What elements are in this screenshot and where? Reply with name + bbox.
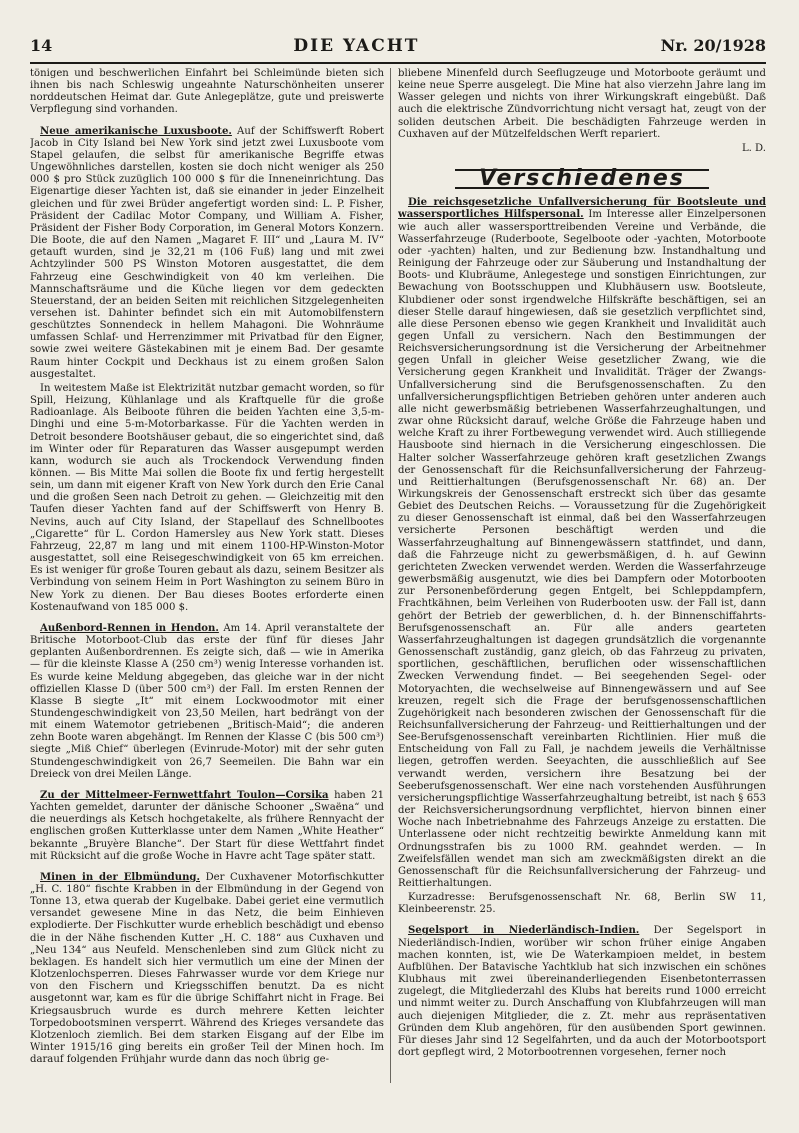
continuation-paragraph: bliebene Minenfeld durch Seeflugzeuge und Motorboote geräumt und keine neue Sperre ausgelegt. Die Mine hat also vierzehn Jahre lang im Wasser gelegen und nichts von ihrer Wirkungskraft eingebüßt. Daß auch die elektrische Zündvorrichtung nicht versagt hat, zeugt von der soliden deutschen Arbeit. Die beschädigten Fahrzeuge werden in Cuxhaven auf der Mützelfeldschen Werft repariert. — [398, 68, 766, 140]
article-body: Am 14. April veranstaltete der Britische Motorboot-Club das erste der fünf für dieses Jahr geplanten Außenbordrennen. Es zeigte sich, daß — wie in Amerika — für die kleinste Klasse A (250 cm³) wenig Interesse vorhanden ist. Es wurde keine Meldung abgegeben, das gleiche war in der nicht offiziellen Klasse D (über 500 cm³) der Fall. Im ersten Rennen der Klasse B siegte „It“ mit einem Lockwoodmotor mit einer Stundengeschwindigkeit von 23,50 Meilen, hart bedrängt von der mit einem Watemotor getriebenen „Britisch-Maid“; die anderen zehn Boote waren abgehängt. Im Rennen der Klasse C (bis 500 cm³) siegte „Miß Chief“ überlegen (Evinrude-Motor) mit der sehr guten Stundengeschwindigkeit von 26,7 Seemeilen. Die Bahn war ein Dreieck von drei Meilen Länge. — [30, 622, 384, 780]
article-heading: Die reichsgesetzliche Unfallversicherung für Bootsleute und wassersportliches Hilfspersonal. — [398, 197, 766, 221]
article-niederlaendisch-indien — [398, 925, 766, 1059]
article-heading: Segelsport in Niederländisch-Indien. — [408, 925, 640, 937]
article-body: Im Interesse aller Einzelpersonen wie auch aller wassersporttreibenden Vereine und Verbände, die Wasserfahrzeuge (Ruderboote, Segelboote oder -yachten, Motorboote oder -yachten) halten, und zur Bedienung bzw. Instandhaltung und Reinigung der Fahrzeuge oder zur Säuberung und Instandhaltung der Boots- und Klubräume, Anlegestege und sonstigen Einrichtungen, zur Bewachung von Bootsschuppen und Klubhäusern usw. Bootsleute, Klubdiener oder sonst irgendwelche Hilfskräfte beschäftigen, sei an dieser Stelle darauf hingewiesen, daß sie gesetzlich verpflichtet sind, alle diese Personen ebenso wie gegen Krankheit und Invalidität auch gegen Unfall zu versichern. Nach den Bestimmungen der Reichsversicherungsordnung ist die Versicherung der Arbeitnehmer gegen Unfall in gleicher Weise gesetzlicher Zwang, wie die Versicherung gegen Krankheit und Invalidität. Träger der Zwangs-Unfallversicherung sind die Berufsgenossenschaften. Zu den unfallversicherungspflichtigen Betrieben gehören unter anderen auch alle nicht gewerbsmäßig betriebenen Wasserfahrzeughaltungen, und zwar ohne Rücksicht darauf, welche Größe die Fahrzeuge haben und welche Kraft zu ihrer Fortbewegung verwendet wird. Auch stilliegende Hausboote sind hiernach in die Versicherung eingeschlossen. Die Halter solcher Wasserfahrzeuge gehören kraft gesetzlichen Zwangs der Genossenschaft für die Reichsunfallversicherung der Fahrzeug- und Reittierhaltungen (Berufsgenossenschaft Nr. 68) an. Der Wirkungskreis der Genossenschaft erstreckt sich über das gesamte Gebiet des Deutschen Reichs. — Voraussetzung für die Zugehörigkeit zu dieser Genossenschaft ist einmal, daß bei den Wasserfahrzeugen versicherte Personen beschäftigt werden und die Wasserfahrzeughaltung auf Binnengewässern stattfindet, und dann, daß die Fahrzeuge nicht zu gewerbsmäßigen, d. h. auf Gewinn gerichteten Zwecken verwendet werden. Werden die Wasserfahrzeuge gewerbsmäßig ausgenutzt, wie dies bei Dampfern oder Motorbooten zur Personenbeförderung gegen Entgelt, bei Schleppdampfern, Frachtkähnen, beim Verleihen von Ruderbooten usw. der Fall ist, dann gehört der Betrieb der gewerblichen, d. h. der Binnenschiffahrts-Berufsgenossenschaft an. Für alle anders gearteten Wasserfahrzeughaltungen ist dagegen grundsätzlich die vorgenannte Genossenschaft zuständig, ganz gleich, ob das Fahrzeug zu privaten, sportlichen, geschäftlichen, beruflichen oder wissenschaftlichen Zwecken Verwendung findet. — Bei seegehenden Segel- oder Motoryachten, die wechselweise auf Binnengewässern und auf See kreuzen, regelt sich die Frage der berufsgenossenschaftlichen Zugehörigkeit nach besonderen zwischen der Genossenschaft für die Reichsunfallversicherung der Fahrzeug- und Reittierhaltungen und der See-Berufsgenossenschaft vereinbarten Richtlinien. Hier muß die Entscheidung von Fall zu Fall, je nachdem jeweils die Verhältnisse liegen, getroffen werden. Seeyachten, die ausschließlich auf See verwandt werden, versichern ihre Besatzung bei der Seeberufsgenossenschaft. Wer eine nach vorstehenden Ausführungen versicherungspflichtige Wasserfahrzeughaltung betreibt, ist nach § 653 der Reichsversicherungsordnung verpflichtet, hiervon binnen einer Woche nach Inbetriebnahme des Fahrzeugs Anzeige zu erstatten. Die Unterlassene oder nicht rechtzeitig bewirkte Anmeldung kann mit Ordnungsstrafen bis zu 1000 RM. geahndet werden. — In Zweifelsfällen wendet man sich am zweckmäßigsten direkt an die Genossenschaft für die Reichsunfallversicherung der Fahrzeug- und Reittierhaltungen. — [398, 209, 766, 889]
article-heading: Zu der Mittelmeer-Fernwettfahrt Toulon—Corsika — [40, 789, 329, 801]
article-heading: Minen in der Elbmündung. — [40, 871, 200, 883]
article-unfallversicherung — [398, 197, 766, 890]
article-minen — [30, 872, 384, 1067]
article-heading: Außenbord-Rennen in Hendon. — [40, 622, 219, 634]
left-column — [30, 68, 384, 1083]
article-hendon — [30, 623, 384, 781]
issue-number: Nr. 20/1928 — [660, 36, 766, 55]
intro-paragraph: tönigen und beschwerlichen Einfahrt bei Schleimünde bieten sich ihnen bis nach Schleswig ungeahnte Naturschönheiten unserer norddeutschen Heimat dar. Gute Anlegeplätze, gute und preiswerte Verpflegung sind vorhanden. — [30, 68, 384, 116]
article-toulon — [30, 790, 384, 863]
right-column — [398, 68, 766, 1083]
article-paragraph: In weitestem Maße ist Elektrizität nutzbar gemacht worden, so für Spill, Heizung, Kühlanlage und als Kraftquelle für die große Radioanlage. Als Beiboote führen die beiden Yachten eine 3,5-m-Dinghi und eine 5-m-Motorbarkasse. Für die Yachten werden in Detroit besondere Bootshäuser gebaut, die so eingerichtet sind, daß im Winter oder für Reparaturen das Wasser ausgepumpt werden kann, wodurch sie auch als Trockendock Verwendung finden können. — Bis Mitte Mai sollen die Boote fix und fertig hergestellt sein, um dann mit eigener Kraft von New York durch den Erie Canal und die großen Seen nach Detroit zu gehen. — Gleichzeitig mit den Taufen dieser Yachten fand auf der Schiffswerft von Henry B. Nevins, auch auf City Island, der Stapellauf des Schnellbootes „Cigarette“ für L. Cordon Hamersley aus New York statt. Dieses Fahrzeug, 22,87 m lang und mit einem 1100-HP-Winston-Motor ausgestattet, soll eine Reisegeschwindigkeit von 65 km erreichen. Es ist weniger für große Touren gebaut als dazu, seinem Besitzer als Verbindung von seinem Heim in Port Washington zu seinem Büro in New York zu dienen. Der Bau dieses Bootes erforderte einen Kostenaufwand von 185 000 $. — [30, 382, 384, 613]
article-body: Der Cuxhavener Motorfischkutter „H. C. 180“ fischte Krabben in der Elbmündung in der Gegend von Tonne 13, etwa querab der Kugelbake. Dabei geriet eine vermutlich versandet gewesene Mine in das Netz, die beim Einhieven explodierte. Der Fischkutter wurde erheblich beschädigt und ebenso die in der Nähe fischenden Kutter „H. C. 188“ aus Cuxhaven und „Neu 134“ aus Neufeld. Menschenleben sind zum Glück nicht zu beklagen. Es handelt sich hier vermutlich um eine der Minen der Klotzenlochsperren. Dieses Fahrwasser wurde vor dem Kriege nur von den Fischern und Kriegsschiffen benutzt. Da es nicht ausgetonnt war, kam es für die übrige Schiffahrt nicht in Frage. Bei Kriegsausbruch wurde es durch mehrere Ketten leichter Torpedobootsminen versperrt. Während des Krieges versandete das Klotzenloch ziemlich. Bei dem starken Eisgang auf der Elbe im Winter 1915/16 ging bereits ein großer Teil der Minen hoch. Im darauf folgenden Frühjahr wurde dann das noch übrig ge- — [30, 871, 384, 1066]
article-body: haben 21 Yachten gemeldet, darunter der dänische Schooner „Swaëna“ und die neuerdings als Ketsch hochgetakelte, als frühere Rennyacht der englischen großen Kutterklasse unter dem Namen „White Heather“ bekannte „Bruyère Blanche“. Der Start für diese Wettfahrt findet mit Rücksicht auf die große Woche in Havre acht Tage später statt. — [30, 789, 384, 862]
magazine-title: DIE YACHT — [293, 36, 420, 56]
author-signature: L. D. — [741, 142, 766, 154]
article-body: Der Segelsport in Niederländisch-Indien, worüber wir schon früher einige Angaben machen konnten, ist, wie De Waterkampioen meldet, in bestem Aufblühen. Der Batavische Yachtklub hat sich inzwischen ein schönes Klubhaus mit zwei übereinanderliegenden Eisenbetonterrassen zugelegt, die Mitgliederzahl des Klubs hat bereits rund 1000 erreicht und nimmt weiter zu. Durch Anschaffung von Klubfahrzeugen will man auch diejenigen Mitglieder, die z. Zt. mehr aus repräsentativen Gründen dem Klub angehören, für den ausübenden Sport gewinnen. Für dieses Jahr sind 12 Segelfahrten, und da auch der Motorbootsport dort gepflegt wird, 2 Motorbootrennen vorgesehen, ferner noch — [398, 925, 766, 1059]
header-rule — [30, 62, 766, 64]
article-heading: Neue amerikanische Luxusboote. — [40, 125, 232, 137]
page-header — [30, 36, 766, 58]
article-luxusboote — [30, 126, 384, 381]
section-heading — [398, 166, 766, 192]
article-body: Auf der Schiffswerft Robert Jacob in City Island bei New York sind jetzt zwei Luxusboote vom Stapel gelaufen, die selbst für amerikanische Begriffe etwas Ungewöhnliches darstellen, kosten sie doch nicht weniger als 250 000 $ pro Stück zuzüglich 100 000 $ für die Inneneinrichtung. Das Eigenartige dieser Yachten ist, daß sie einander in jeder Einzelheit gleichen und für zwei Brüder angefertigt worden sind: L. P. Fisher, Präsident der Cadilac Motor Company, und William A. Fisher, Präsident der Fisher Body Corporation, im General Motors Konzern. Die Boote, die auf den Namen „Magaret F. III“ und „Laura M. IV“ getauft wurden, sind je 32,21 m (106 Fuß) lang und mit zwei Achtzylinder 500 PS Winston Motoren ausgestattet, die dem Fahrzeug eine Geschwindigkeit von 40 km verleihen. Die Mannschaftsräume und die Küche liegen vor dem gedeckten Steuerstand, der an beiden Seiten mit reichlichen Sitzgelegenheiten versehen ist. Dahinter befindet sich ein mit Automobilfenstern geschütztes Sonnendeck in hellem Mahagoni. Die Wohnräume umfassen Schlaf- und Herrenzimmer mit Privatbad für den Eigner, sowie zwei weitere Gästekabinen mit je einem Bad. Der gesamte Raum hinter Cockpit und Deckhaus ist zu einem großen Salon ausgestaltet. — [30, 125, 384, 380]
column-divider — [390, 68, 391, 1083]
address-line: Kurzadresse: Berufsgenossenschaft Nr. 68, Berlin SW 11, Kleinbeerenstr. 25. — [398, 892, 766, 916]
page-number: 14 — [30, 36, 53, 55]
section-title: Verschiedenes — [455, 169, 709, 189]
